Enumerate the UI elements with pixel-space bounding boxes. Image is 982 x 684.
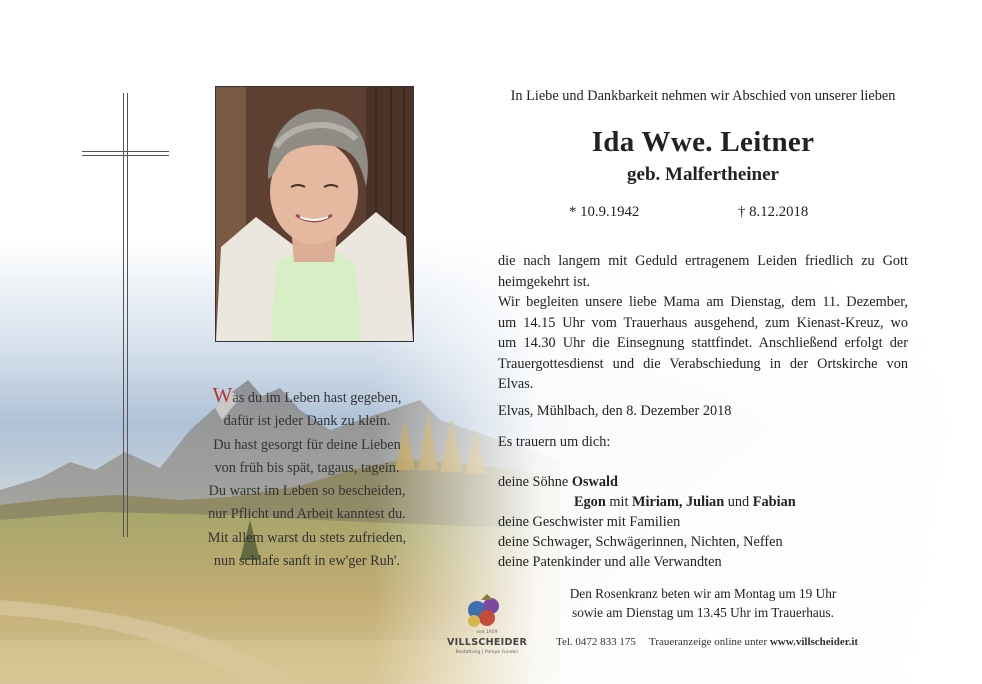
logo-since: seit 1929 xyxy=(476,630,498,635)
mourners-heading: Es trauern um dich: xyxy=(498,434,611,450)
maiden-name: geb. Malfertheiner xyxy=(627,164,779,185)
online-notice: Traueranzeige online unter www.villscheider.it xyxy=(649,636,859,648)
logo-subtitle: Bestattung | Pompe Funebri xyxy=(455,650,519,655)
poem-initial: W xyxy=(212,383,233,407)
text-line: Elvas. xyxy=(498,376,534,392)
poem-line: dafür ist jeder Dank zu klein. xyxy=(223,413,391,430)
poem-line: nur Pflicht und Arbeit kanntest du. xyxy=(208,506,406,523)
portrait-photo xyxy=(215,86,414,342)
birth-date: * 10.9.1942 xyxy=(569,204,640,220)
coat-of-arms-icon xyxy=(447,592,527,632)
phone-number: Tel. 0472 833 175 xyxy=(556,636,636,648)
cross-vertical-line xyxy=(127,93,128,537)
text-line: Trauergottesdienst und die Verabschiedung in der Ortskirche von xyxy=(498,355,908,372)
mourners-list xyxy=(498,472,796,572)
rosary-notice xyxy=(498,584,908,622)
poem-line: Was du im Leben hast gegeben, xyxy=(212,383,402,407)
place-date: Elvas, Mühlbach, den 8. Dezember 2018 xyxy=(498,403,732,419)
cross-horizontal-line xyxy=(82,155,169,156)
text-line: heimgekehrt ist. xyxy=(498,273,591,290)
cross-vertical-line xyxy=(123,93,124,537)
list-item: deine Geschwister mit Familien xyxy=(498,514,681,530)
deceased-name: Ida Wwe. Leitner xyxy=(591,126,815,158)
text-line: die nach langem mit Geduld ertragenem Leiden friedlich zu Gott xyxy=(498,253,908,269)
text-line: Wir begleiten unsere liebe Mama am Dienstag, dem 11. Dezember, xyxy=(498,294,908,310)
death-date: † 8.12.2018 xyxy=(738,204,809,220)
logo-name: VILLSCHEIDER xyxy=(447,637,528,648)
rosary-line: sowie am Dienstag um 13.45 Uhr im Trauerhaus. xyxy=(572,605,834,620)
poem-line: Du warst im Leben so bescheiden, xyxy=(208,483,406,500)
cross-horizontal-line xyxy=(82,151,169,152)
intro-text: In Liebe und Dankbarkeit nehmen wir Abschied von unserer lieben xyxy=(510,88,896,104)
funeral-home-logo xyxy=(447,592,527,670)
list-item: deine Schwager, Schwägerinnen, Nichten, Neffen xyxy=(498,534,783,550)
text-line: um 14.15 Uhr vom Trauerhaus ausgehend, zum Kienast-Kreuz, wo xyxy=(498,314,908,331)
text-line: um 14.30 Uhr die Einsegnung stattfindet. Anschließend erfolgt der xyxy=(498,335,908,351)
rosary-line: Den Rosenkranz beten wir am Montag um 19 Uhr xyxy=(569,586,837,601)
website-link[interactable]: www.villscheider.it xyxy=(769,636,859,648)
poem-line: nun schlafe sanft in ew'ger Ruh'. xyxy=(213,553,401,570)
list-item: Egon mit Miriam, Julian und Fabian xyxy=(574,494,796,510)
poem-line: von früh bis spät, tagaus, tagein. xyxy=(214,459,400,476)
poem xyxy=(176,384,438,573)
list-item: deine Patenkinder und alle Verwandten xyxy=(498,554,722,570)
funeral-details xyxy=(498,251,908,395)
poem-line: Du hast gesorgt für deine Lieben xyxy=(213,436,401,453)
list-item: deine Söhne Oswald xyxy=(498,474,618,490)
poem-line: Mit allem warst du stets zufrieden, xyxy=(207,529,407,546)
